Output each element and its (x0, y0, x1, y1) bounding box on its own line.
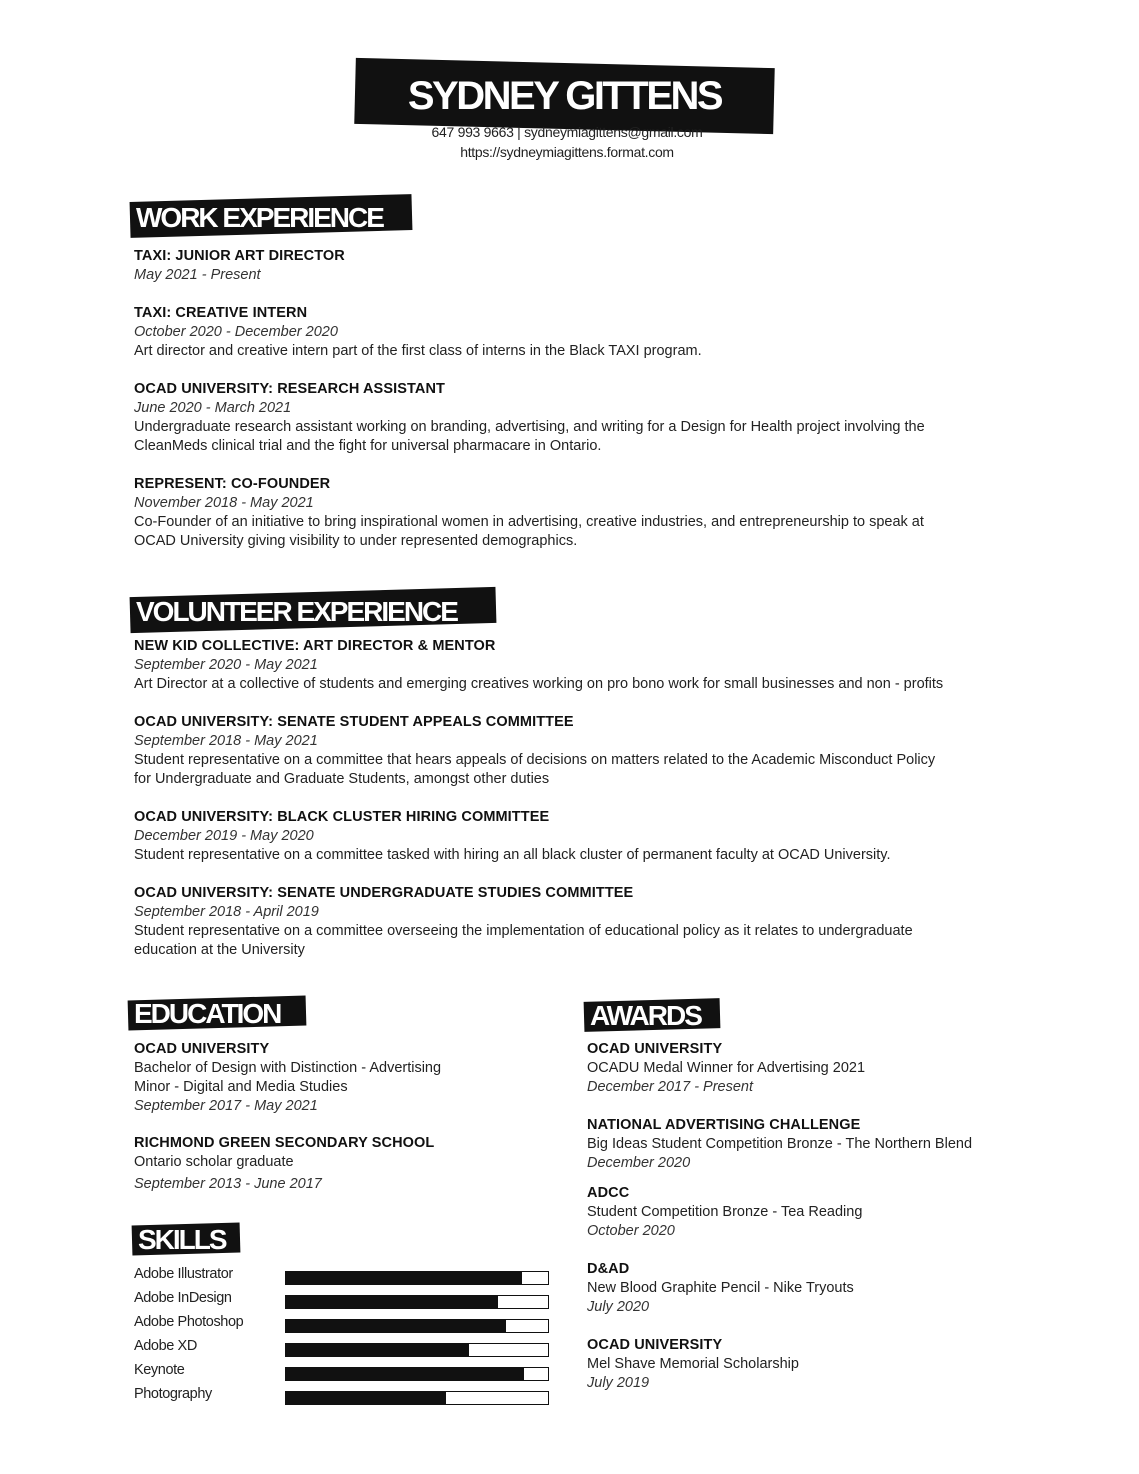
award-entry (587, 1184, 1007, 1241)
skill-bar (285, 1271, 549, 1285)
skill-label: Adobe XD (134, 1338, 197, 1354)
entry-description: for Undergraduate and Graduate Students, amongst other duties (134, 771, 550, 787)
skill-bar (285, 1343, 549, 1357)
entry-date: September 2018 - April 2019 (134, 904, 319, 920)
entry-title: RICHMOND GREEN SECONDARY SCHOOL (134, 1135, 435, 1151)
volunteer-entry (134, 713, 1014, 789)
entry-date: October 2020 - December 2020 (134, 324, 338, 340)
entry-minor: Minor - Digital and Media Studies (134, 1079, 348, 1095)
entry-title: OCAD UNIVERSITY (587, 1041, 723, 1057)
volunteer-entry (134, 884, 1014, 960)
entry-description: Undergraduate research assistant working on branding, advertising, and writing for a Design for Health project involving the (134, 419, 925, 435)
skill-bar (285, 1295, 549, 1309)
award-entry (587, 1040, 1007, 1097)
entry-date: December 2020 (587, 1155, 691, 1171)
skill-label: Keynote (134, 1362, 185, 1378)
entry-title: REPRESENT: CO-FOUNDER (134, 476, 331, 492)
work-entry (134, 304, 1014, 361)
entry-date: June 2020 - March 2021 (134, 400, 292, 416)
entry-degree: Bachelor of Design with Distinction - Advertising (134, 1060, 442, 1076)
entry-description: CleanMeds clinical trial and the fight for universal pharmacare in Ontario. (134, 438, 602, 454)
entry-title: OCAD UNIVERSITY (587, 1337, 723, 1353)
entry-description: Co-Founder of an initiative to bring inspirational women in advertising, creative industries, and entrepreneurship to speak at (134, 514, 924, 530)
skill-label: Adobe InDesign (134, 1290, 232, 1306)
entry-title: OCAD UNIVERSITY: SENATE STUDENT APPEALS COMMITTEE (134, 714, 574, 730)
volunteer-entry (134, 808, 1014, 865)
entry-date: July 2020 (587, 1299, 650, 1315)
entry-date: September 2018 - May 2021 (134, 733, 318, 749)
entry-description: OCADU Medal Winner for Advertising 2021 (587, 1060, 866, 1076)
entry-date: July 2019 (587, 1375, 650, 1391)
award-entry (587, 1260, 1007, 1317)
name-title: SYDNEY GITTENS (407, 74, 722, 118)
education-entry (134, 1040, 554, 1116)
skill-label: Adobe Illustrator (134, 1266, 233, 1282)
award-entry (587, 1116, 1007, 1173)
entry-date: December 2017 - Present (587, 1079, 754, 1095)
entry-date: May 2021 - Present (134, 267, 261, 283)
entry-description: Student Competition Bronze - Tea Reading (587, 1204, 863, 1220)
entry-title: TAXI: JUNIOR ART DIRECTOR (134, 248, 345, 264)
entry-title: OCAD UNIVERSITY: BLACK CLUSTER HIRING COMMITTEE (134, 809, 550, 825)
entry-title: OCAD UNIVERSITY: RESEARCH ASSISTANT (134, 381, 445, 397)
skill-bar (285, 1391, 549, 1405)
entry-title: TAXI: CREATIVE INTERN (134, 305, 308, 321)
contact-line: 647 993 9663 | sydneymiagittens@gmail.com (431, 124, 703, 140)
work-entry (134, 380, 1014, 456)
entry-description: Student representative on a committee tasked with hiring an all black cluster of permanent faculty at OCAD University. (134, 847, 891, 863)
entry-date: September 2020 - May 2021 (134, 657, 318, 673)
entry-description: Ontario scholar graduate (134, 1154, 294, 1170)
entry-date: December 2019 - May 2020 (134, 828, 314, 844)
work-entry (134, 247, 1014, 285)
entry-title: D&AD (587, 1261, 630, 1277)
entry-title: ADCC (587, 1185, 630, 1201)
entry-date: September 2013 - June 2017 (134, 1176, 322, 1192)
work-entry (134, 475, 1014, 551)
entry-description: New Blood Graphite Pencil - Nike Tryouts (587, 1280, 854, 1296)
skill-fill (286, 1344, 469, 1356)
entry-description: Student representative on a committee overseeing the implementation of educational policy as it relates to undergraduate (134, 923, 913, 939)
entry-description: OCAD University giving visibility to under represented demographics. (134, 533, 578, 549)
entry-title: OCAD UNIVERSITY (134, 1041, 270, 1057)
website-link[interactable]: https://sydneymiagittens.format.com (460, 144, 674, 160)
skill-fill (286, 1392, 446, 1404)
skill-bar (285, 1367, 549, 1381)
skill-fill (286, 1272, 522, 1284)
entry-description: Big Ideas Student Competition Bronze - The Northern Blend (587, 1136, 973, 1152)
education-entry (134, 1134, 554, 1194)
entry-description: Art director and creative intern part of the first class of interns in the Black TAXI program. (134, 343, 702, 359)
entry-title: NATIONAL ADVERTISING CHALLENGE (587, 1117, 861, 1133)
volunteer-entry (134, 637, 1014, 694)
skill-bar (285, 1319, 549, 1333)
skill-fill (286, 1368, 524, 1380)
entry-description: education at the University (134, 942, 305, 958)
award-entry (587, 1336, 1007, 1393)
skill-label: Photography (134, 1386, 212, 1402)
skill-fill (286, 1296, 498, 1308)
skill-label: Adobe Photoshop (134, 1314, 244, 1330)
entry-description: Mel Shave Memorial Scholarship (587, 1356, 799, 1372)
entry-description: Student representative on a committee that hears appeals of decisions on matters related to the Academic Misconduct Policy (134, 752, 936, 768)
entry-date: November 2018 - May 2021 (134, 495, 314, 511)
entry-title: OCAD UNIVERSITY: SENATE UNDERGRADUATE STUDIES COMMITTEE (134, 885, 634, 901)
entry-date: September 2017 - May 2021 (134, 1098, 318, 1114)
entry-date: October 2020 (587, 1223, 675, 1239)
entry-title: NEW KID COLLECTIVE: ART DIRECTOR & MENTOR (134, 638, 496, 654)
entry-description: Art Director at a collective of students and emerging creatives working on pro bono work for small businesses and non - profits (134, 676, 944, 692)
skill-fill (286, 1320, 506, 1332)
